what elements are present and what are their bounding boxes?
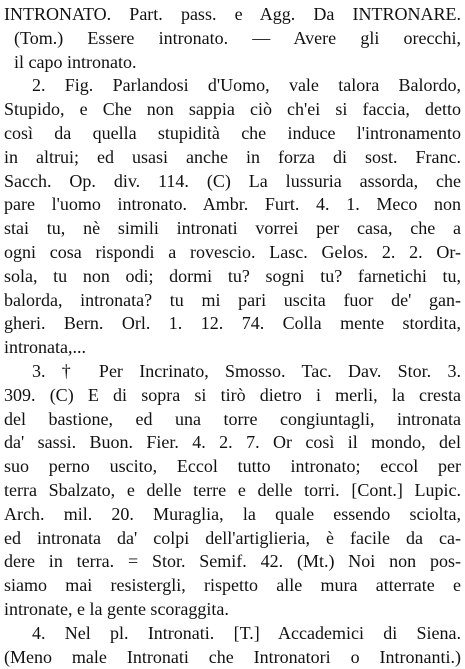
- entry-line-25: siamo mai resistergli, rispetto alle mura atterrate e: [4, 575, 461, 596]
- entry-line-8: Sacch. Op. div. 114. (C) La lussuria assorda, che: [4, 170, 461, 191]
- entry-line-14: gheri. Bern. Orl. 1. 12. 74. Colla mente stordita,: [4, 313, 461, 334]
- dictionary-entry: [4, 3, 461, 669]
- entry-line-17: 309. (C) E di sopra si tirò dietro i merli, la cresta: [4, 384, 461, 405]
- entry-line-4: 2. Fig. Parlandosi d'Uomo, vale talora Balordo,: [32, 75, 461, 96]
- entry-line-10: stai tu, nè simili intronati vorrei per casa, che a: [4, 218, 461, 239]
- entry-line-2: (Tom.) Essere intronato. — Avere gli orecchi,: [14, 27, 461, 48]
- entry-line-11: ogni cosa rispondi a rovescio. Lasc. Gelos. 2. 2. Or-: [4, 241, 461, 262]
- entry-line-19: da' sassi. Buon. Fier. 4. 2. 7. Or così il mondo, del: [4, 432, 461, 453]
- entry-line-16: 3. † Per Incrinato, Smosso. Tac. Dav. Stor. 3.: [32, 360, 461, 381]
- entry-line-15: intronata,...: [4, 337, 86, 358]
- entry-line-26: intronate, e la gente scoraggita.: [4, 598, 229, 619]
- entry-line-28: (Meno male Intronati che Intronatori o Intronanti.): [4, 646, 461, 667]
- entry-line-13: balorda, intronata? tu mi pari uscita fuor de' gan-: [4, 289, 461, 310]
- entry-line-27: 4. Nel pl. Intronati. [T.] Accademici di Siena.: [32, 622, 461, 643]
- entry-line-5: Stupido, e Che non sappia ciò ch'ei si faccia, detto: [4, 99, 461, 120]
- entry-line-12: sola, tu non odi; dormi tu? sogni tu? farnetichi tu,: [4, 265, 461, 286]
- entry-line-3: il capo intronato.: [14, 51, 137, 72]
- entry-line-22: Arch. mil. 20. Muraglia, la quale essendo sciolta,: [4, 503, 461, 524]
- entry-line-21: terra Sbalzato, e delle terre e delle torri. [Cont.] Lupic.: [4, 479, 461, 500]
- entry-line-23: ed intronata da' colpi dell'artiglieria, è facile da ca-: [4, 527, 461, 548]
- entry-line-1: INTRONATO. Part. pass. e Agg. Da INTRONARE.: [4, 4, 461, 24]
- entry-line-9: pare l'uomo intronato. Ambr. Furt. 4. 1. Meco non: [4, 194, 461, 215]
- entry-line-18: del bastione, ed una torre congiuntagli, intronata: [4, 408, 461, 429]
- entry-line-20: suo perno uscito, Eccol tutto intronato; eccol per: [4, 456, 461, 477]
- entry-line-24: dere in terra. = Stor. Semif. 42. (Mt.) Noi non pos-: [4, 551, 461, 572]
- entry-line-6: così da quella stupidità che induce l'intronamento: [4, 122, 461, 143]
- entry-line-7: in altrui; ed usasi anche in forza di sost. Franc.: [4, 146, 461, 167]
